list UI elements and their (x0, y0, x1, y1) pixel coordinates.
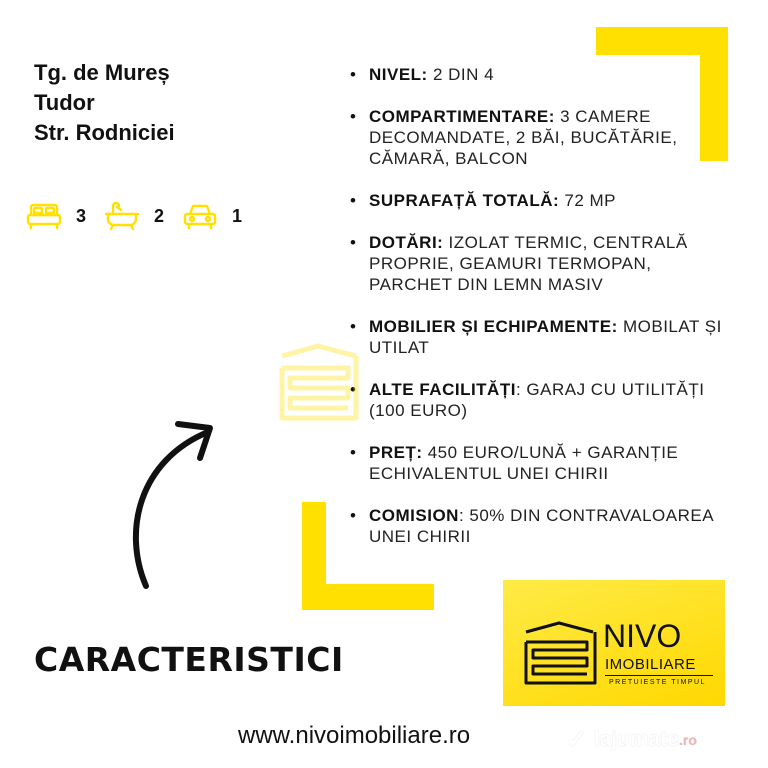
feature-mobilier: • MOBILIER ȘI ECHIPAMENTE: MOBILAT ȘI UTILAT (350, 316, 730, 358)
features-list (350, 64, 730, 568)
logo-divider (605, 675, 713, 676)
car-icon (182, 201, 218, 231)
feature-nivel: • NIVEL: 2 DIN 4 (350, 64, 730, 85)
logo-tagline: PRETUIESTE TIMPUL (609, 679, 706, 686)
bathrooms-count: 2 (154, 205, 165, 226)
address-street: Str. Rodniciei (34, 120, 175, 145)
page-title: CARACTERISTICI (34, 640, 344, 679)
feature-compartimentare: • COMPARTIMENTARE: 3 CAMERE DECOMANDATE, 2 BĂI, BUCĂTĂRIE, CĂMARĂ, BALCON (350, 106, 730, 169)
bed-icon (26, 201, 62, 231)
feature-suprafata: • SUPRAFAȚĂ TOTALĂ: 72 MP (350, 190, 730, 211)
address-city: Tg. de Mureș (34, 60, 170, 85)
feature-pret: • PREȚ: 450 EURO/LUNĂ + GARANȚIE ECHIVALENTUL UNEI CHIRII (350, 442, 730, 484)
property-stats (26, 200, 260, 232)
lajumate-watermark (566, 724, 697, 755)
nivo-logo-icon (523, 620, 599, 686)
watermark-suffix: .ro (679, 731, 697, 748)
watermark-brand: lajumate (593, 727, 679, 751)
check-icon: ✓ (566, 724, 588, 754)
feature-facilitati: • ALTE FACILITĂȚI: GARAJ CU UTILITĂȚI (100 EURO) (350, 379, 730, 421)
nivo-watermark-icon (278, 342, 360, 422)
logo-name: NIVO (603, 618, 682, 654)
address-area: Tudor (34, 90, 95, 115)
bathtub-icon (104, 201, 140, 231)
address-block (34, 58, 175, 148)
website-link[interactable]: www.nivoimobiliare.ro (238, 722, 471, 749)
feature-dotari: • DOTĂRI: IZOLAT TERMIC, CENTRALĂ PROPRIE, GEAMURI TERMOPAN, PARCHET DIN LEMN MASIV (350, 232, 730, 295)
parking-count: 1 (232, 205, 243, 226)
arrow-icon (120, 410, 230, 590)
nivo-logo-box (503, 580, 725, 706)
logo-subtitle: IMOBILIARE (605, 656, 696, 673)
feature-comision: • COMISION: 50% DIN CONTRAVALOAREA UNEI CHIRII (350, 505, 730, 547)
rooms-count: 3 (76, 205, 87, 226)
yellow-bar-horizontal (302, 584, 434, 610)
